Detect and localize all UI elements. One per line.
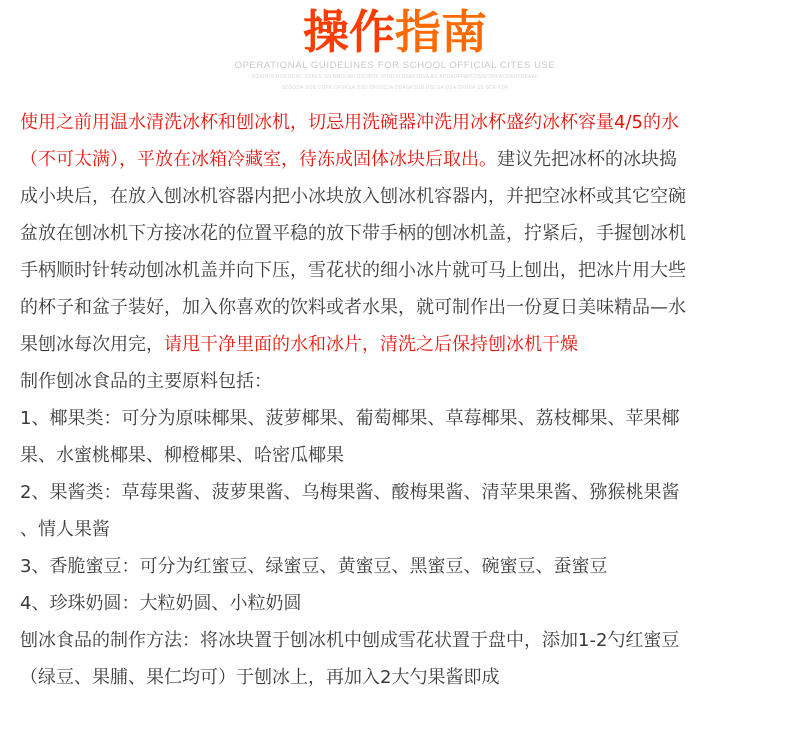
ingredient-item-2-cont: 、情人果酱 [20,519,110,540]
warning-text: 请甩干净里面的水和冰片，清洗之后保持刨冰机干燥 [164,334,578,355]
ingredient-item-1-cont: 果、水蜜桃椰果、柳橙椰果、哈密瓜椰果 [20,445,344,466]
ingredient-item-4: 4、珍珠奶圆：大粒奶圆、小粒奶圆 [20,593,302,614]
instruction-line: 的杯子和盆子装好，加入你喜欢的饮料或者水果，就可制作出一份夏日美味精品—水 [20,297,686,318]
ingredient-item-2: 2、果酱类：草莓果酱、菠萝果酱、乌梅果酱、酸梅果酱、清苹果果酱、猕猴桃果酱 [20,482,680,503]
decorative-text-line: SDSQDA SOS DDPK DFSKSA DSD DFDSSJA DBAGKSDB DSDSA DSA DFDSA SS SCK KDF [281,85,509,91]
instruction-line: 盆放在刨冰机下方接冰花的位置平稳的放下带手柄的刨冰机盖，拧紧后，手握刨冰机 [20,223,686,244]
instructions-body [20,104,776,696]
ingredient-item-1: 1、椰果类：可分为原味椰果、菠萝椰果、葡萄椰果、草莓椰果、荔枝椰果、苹果椰 [20,408,680,429]
decorative-text-line: DGKHDS DSS KCAC SSKES SN BMDLMV DSOPDF JPOD N DSAFJDSAJFL APDADFFAPFDSAFDHFACDADFDSAAF [251,74,539,80]
title-part-1: 操作 [303,5,395,59]
method-text-cont: （绿豆、果脯、果仁均可）于刨冰上，再加入2大勺果酱即成 [20,667,500,688]
instruction-line [20,141,776,178]
ingredient-item-3: 3、香脆蜜豆：可分为红蜜豆、绿蜜豆、黄蜜豆、黑蜜豆、碗蜜豆、蚕蜜豆 [20,556,608,577]
page-title [0,4,790,60]
instruction-line: 使用之前用温水清洗冰杯和刨冰机，切忌用洗碗器冲洗用冰杯盛约冰杯容量4/5的水 [20,112,679,133]
page-subtitle: OPERATIONAL GUIDELINES FOR SCHOOL OFFICIAL CITES USE [234,60,556,71]
instruction-text: 果刨冰每次用完， [20,334,164,355]
instruction-line [20,326,776,363]
method-text: 刨冰食品的制作方法：将冰块置于刨冰机中刨成雪花状置于盘中，添加1-2勺红蜜豆 [20,630,680,651]
warning-text: （不可太满），平放在冰箱冷藏室，待冻成固体冰块后取出。 [20,149,497,170]
ingredients-heading: 制作刨冰食品的主要原料包括： [20,371,272,392]
instruction-line: 成小块后，在放入刨冰机容器内把小冰块放入刨冰机容器内，并把空冰杯或其它空碗 [20,186,686,207]
title-part-2: 指南 [395,5,487,59]
instruction-text: 建议先把冰杯的冰块捣 [497,149,677,170]
instruction-line: 手柄顺时针转动刨冰机盖并向下压，雪花状的细小冰片就可马上刨出，把冰片用大些 [20,260,686,281]
